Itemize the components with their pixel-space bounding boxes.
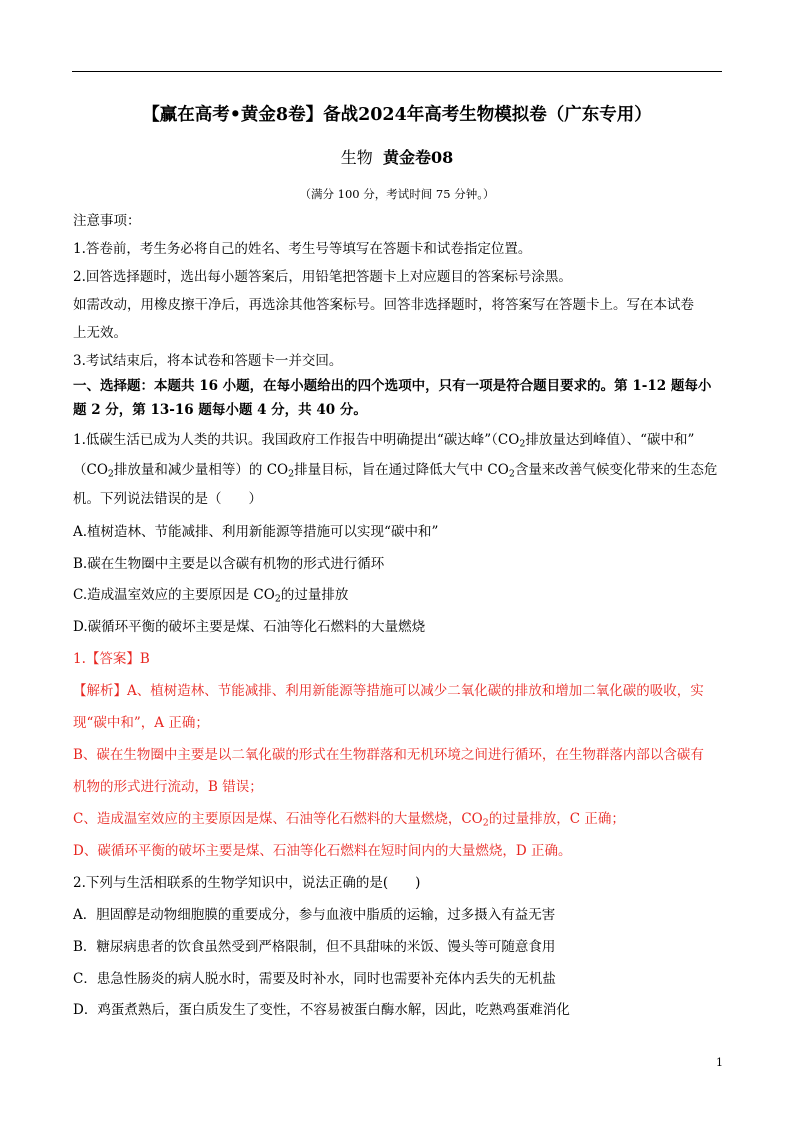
note-item-1: 1.答卷前，考生务必将自己的姓名、考生号等填写在答题卡和试卷指定位置。 <box>73 241 532 257</box>
q1-explanation-line-4: 机物的形式进行流动，B 错误； <box>73 779 263 795</box>
q2-option-b: B．糖尿病患者的饮食虽然受到严格限制，但不具甜味的米饭、馒头等可随意食用 <box>73 939 556 955</box>
q1-explanation-line-6: D、碳循环平衡的破坏主要是煤、石油等化石燃料在短时间内的大量燃烧，D 正确。 <box>73 843 572 859</box>
section-heading-line-2: 题 2 分，第 13-16 题每小题 4 分，共 40 分。 <box>73 402 367 418</box>
section-heading-line-1: 一、选择题：本题共 16 小题，在每小题给出的四个选项中，只有一项是符合题目要求的。第 1-12 题每小 <box>73 378 712 394</box>
q1-stem-line-2: （$CO_2$排放量和减少量相等）的 $CO_2$排量目标，旨在通过降低大气中 $CO_2$含量来改善气候变化带来的生态危 <box>73 462 718 480</box>
q1-explanation-line-2: 现“碳中和”，A 正确； <box>73 715 209 731</box>
note-item-2-cont: 如需改动，用橡皮擦干净后，再选涂其他答案标号。回答非选择题时，将答案写在答题卡上。写在本试卷 <box>73 297 694 313</box>
subject-label: 生物 <box>340 148 373 167</box>
q2-option-a: A．胆固醇是动物细胞膜的重要成分，参与血液中脂质的运输，过多摄入有益无害 <box>73 907 556 923</box>
exam-subtitle <box>0 149 794 167</box>
q2-stem: 2.下列与生活相联系的生物学知识中，说法正确的是( ) <box>73 875 421 891</box>
q1-explanation-line-5: C、造成温室效应的主要原因是煤、石油等化石燃料的大量燃烧，$CO_2$的过量排放，C 正确； <box>73 811 625 829</box>
q2-option-c: C．患急性肠炎的病人脱水时，需要及时补水，同时也需要补充体内丢失的无机盐 <box>73 971 556 987</box>
page-title: 【赢在高考•黄金8卷】备战2024年高考生物模拟卷（广东专用） <box>142 105 652 125</box>
q1-stem-line-1: 1.低碳生活已成为人类的共识。我国政府工作报告中明确提出“碳达峰$”(CO_2$排放量达到峰值）、“碳中和” <box>73 432 695 450</box>
q1-option-a: A.植树造林、节能减排、利用新能源等措施可以实现“碳中和” <box>73 524 439 540</box>
notes-heading: 注意事项： <box>73 213 141 229</box>
q1-stem-line-3: 机。下列说法错误的是（ ） <box>73 491 262 507</box>
q1-explanation-line-3: B、碳在生物圈中主要是以二氧化碳的形式在生物群落和无机环境之间进行循环，在生物群落内部以含碳有 <box>73 747 704 763</box>
paper-name: 黄金卷08 <box>382 148 454 167</box>
page-number: 1 <box>716 1056 723 1069</box>
exam-info: （满分 100 分，考试时间 75 分钟。） <box>299 187 495 201</box>
header-rule <box>72 71 722 72</box>
q1-explanation-line-1: 【解析】A、植树造林、节能减排、利用新能源等措施可以减少二氧化碳的排放和增加二氧化碳的吸收，实 <box>73 683 704 699</box>
note-item-2: 2.回答选择题时，选出每小题答案后，用铅笔把答题卡上对应题目的答案标号涂黑。 <box>73 269 572 285</box>
q2-option-d: D．鸡蛋煮熟后，蛋白质发生了变性，不容易被蛋白酶水解，因此，吃熟鸡蛋难消化 <box>73 1002 570 1018</box>
q1-option-d: D.碳循环平衡的破坏主要是煤、石油等化石燃料的大量燃烧 <box>73 619 426 635</box>
q1-option-b: B.碳在生物圈中主要是以含碳有机物的形式进行循环 <box>73 556 385 572</box>
note-item-2-cont-2: 上无效。 <box>73 325 127 341</box>
note-item-3: 3.考试结束后，将本试卷和答题卡一并交回。 <box>73 353 343 369</box>
q1-option-c: C.造成温室效应的主要原因是 $CO_2$的过量排放 <box>73 587 349 605</box>
q1-answer: 1.【答案】B <box>73 651 150 667</box>
